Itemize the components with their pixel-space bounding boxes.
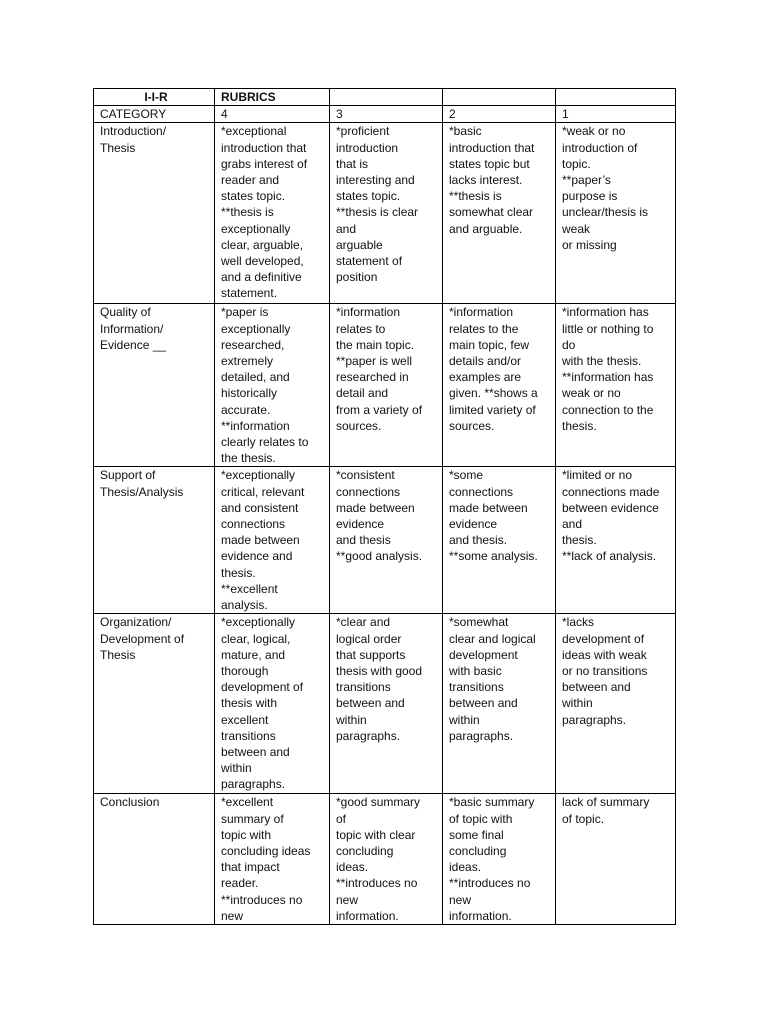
rubric-text: *exceptional introduction that grabs interest of reader and states topic. **thesis is exceptionally clear, arguable, well developed, and a definitive statement. <box>221 124 308 301</box>
category-cell <box>94 614 215 794</box>
rubric-cell-1 <box>556 123 676 304</box>
rubric-cell-1 <box>556 794 676 925</box>
rubric-cell-2 <box>443 123 556 304</box>
subheader-cell-score-2: 2 <box>443 106 556 123</box>
table-row <box>94 304 676 467</box>
rubric-text: *excellent summary of topic with concluding ideas that impact reader. **introduces no new <box>221 795 311 923</box>
category-cell <box>94 304 215 467</box>
header-cell-empty <box>443 89 556 106</box>
rubric-cell-2 <box>443 304 556 467</box>
rubric-cell-4 <box>215 304 330 467</box>
subheader-cell-score-1: 1 <box>556 106 676 123</box>
rubric-cell-4 <box>215 467 330 614</box>
header-cell-rubrics: RUBRICS <box>215 89 330 106</box>
rubric-text: *good summary of topic with clear concluding ideas. **introduces no new information. <box>336 795 421 923</box>
category-label: Support of Thesis/Analysis <box>100 468 184 499</box>
rubric-text: *basic introduction that states topic but lacks interest. **thesis is somewhat clear and arguable. <box>449 124 535 236</box>
category-cell <box>94 794 215 925</box>
table-header-row <box>94 89 676 106</box>
rubric-text: lack of summary of topic. <box>562 795 650 826</box>
rubric-cell-3 <box>330 467 443 614</box>
rubric-cell-4 <box>215 614 330 794</box>
category-cell <box>94 467 215 614</box>
table-row <box>94 123 676 304</box>
rubric-cell-4 <box>215 794 330 925</box>
rubric-text: *weak or no introduction of topic. **paper’s purpose is unclear/thesis is weak or missing <box>562 124 649 252</box>
rubric-table <box>93 88 676 925</box>
rubric-text: *somewhat clear and logical development with basic transitions between and within paragraphs. <box>449 615 536 743</box>
rubric-cell-1 <box>556 467 676 614</box>
rubric-text: *paper is exceptionally researched, extremely detailed, and historically accurate. **information clearly relates to the thesis. <box>221 305 309 466</box>
category-label: Organization/ Development of Thesis <box>100 615 185 662</box>
category-cell <box>94 123 215 304</box>
rubric-text: *clear and logical order that supports thesis with good transitions between and within paragraphs. <box>336 615 423 743</box>
rubric-text: *proficient introduction that is interesting and states topic. **thesis is clear and arguable statement of position <box>336 124 419 285</box>
rubric-cell-3 <box>330 614 443 794</box>
rubric-text: *limited or no connections made between evidence and thesis. **lack of analysis. <box>562 468 660 564</box>
table-row <box>94 794 676 925</box>
rubric-text: *information relates to the main topic. **paper is well researched in detail and from a variety of sources. <box>336 305 423 433</box>
category-label: Conclusion <box>100 795 160 810</box>
subheader-cell-score-4: 4 <box>215 106 330 123</box>
rubric-text: *exceptionally clear, logical, mature, and thorough development of thesis with excellent transitions between and within paragraphs. <box>221 615 304 792</box>
rubric-cell-4 <box>215 123 330 304</box>
rubric-cell-1 <box>556 304 676 467</box>
rubric-text: *lacks development of ideas with weak or no transitions between and within paragraphs. <box>562 615 648 727</box>
rubric-text: *consistent connections made between evidence and thesis **good analysis. <box>336 468 423 564</box>
rubric-cell-2 <box>443 794 556 925</box>
rubric-cell-3 <box>330 123 443 304</box>
rubric-text: *some connections made between evidence and thesis. **some analysis. <box>449 468 538 564</box>
header-cell-iir: I-I-R <box>94 89 215 106</box>
rubric-cell-3 <box>330 794 443 925</box>
subheader-cell-category: CATEGORY <box>94 106 215 123</box>
category-label: Quality of Information/ Evidence __ <box>100 305 167 352</box>
rubric-cell-2 <box>443 614 556 794</box>
rubric-cell-1 <box>556 614 676 794</box>
rubric-cell-3 <box>330 304 443 467</box>
rubric-text: *exceptionally critical, relevant and consistent connections made between evidence and thesis. **excellent analysis. <box>221 468 305 613</box>
table-row <box>94 467 676 614</box>
header-cell-empty <box>330 89 443 106</box>
subheader-cell-score-3: 3 <box>330 106 443 123</box>
table-subheader-row <box>94 106 676 123</box>
rubric-text: *basic summary of topic with some final concluding ideas. **introduces no new information. <box>449 795 535 923</box>
rubric-text: *information relates to the main topic, few details and/or examples are given. **shows a limited variety of sources. <box>449 305 538 433</box>
rubric-text: *information has little or nothing to do with the thesis. **information has weak or no connection to the thesis. <box>562 305 654 433</box>
table-row <box>94 614 676 794</box>
header-cell-empty <box>556 89 676 106</box>
category-label: Introduction/ Thesis <box>100 124 167 155</box>
rubric-cell-2 <box>443 467 556 614</box>
